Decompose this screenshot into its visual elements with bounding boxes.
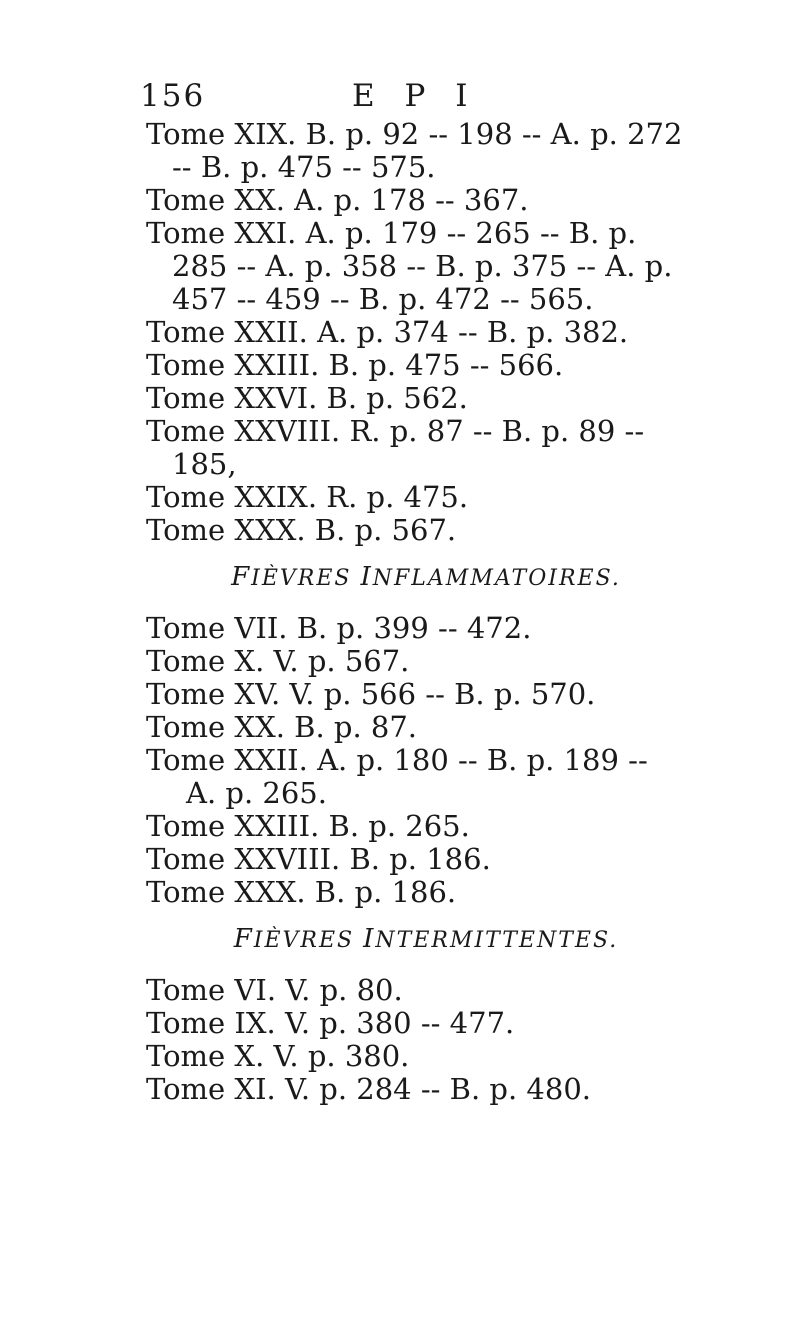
- index-line: Tome X. V. p. 380.: [146, 1039, 410, 1073]
- index-line: Tome XI. V. p. 284 -- B. p. 480.: [146, 1072, 591, 1106]
- section-heading-fievres-inflammatoires: FIÈVRES INFLAMMATOIRES.: [231, 562, 621, 592]
- entry-block-fievres-inflammatoires: [146, 612, 706, 909]
- index-line: Tome X. V. p. 567.: [146, 644, 410, 678]
- index-line: Tome XXVI. B. p. 562.: [146, 381, 468, 415]
- page-number: 156: [140, 78, 206, 114]
- index-line: Tome XXIX. R. p. 475.: [146, 480, 469, 514]
- index-line: Tome XXIII. B. p. 475 -- 566.: [146, 348, 564, 382]
- index-line: -- B. p. 475 -- 575.: [172, 150, 436, 184]
- index-line: Tome XX. A. p. 178 -- 367.: [146, 183, 529, 217]
- index-line: Tome XXX. B. p. 186.: [146, 875, 457, 909]
- index-line: A. p. 265.: [186, 776, 327, 810]
- index-line: 185,: [172, 447, 237, 481]
- index-line: Tome XXVIII. R. p. 87 -- B. p. 89 --: [146, 414, 645, 448]
- index-line: Tome IX. V. p. 380 -- 477.: [146, 1006, 515, 1040]
- index-line: Tome XXII. A. p. 374 -- B. p. 382.: [146, 315, 629, 349]
- entry-block-fievres-intermittentes: [146, 974, 706, 1106]
- index-line: Tome XIX. B. p. 92 -- 198 -- A. p. 272: [146, 117, 683, 151]
- section-heading-fievres-intermittentes: FIÈVRES INTERMITTENTES.: [233, 924, 619, 954]
- index-line: Tome VII. B. p. 399 -- 472.: [146, 611, 532, 645]
- entry-block-epilepsie: [146, 118, 706, 547]
- index-line: Tome XX. B. p. 87.: [146, 710, 418, 744]
- index-line: 457 -- 459 -- B. p. 472 -- 565.: [172, 282, 594, 316]
- index-entries: [146, 118, 706, 1106]
- index-line: 285 -- A. p. 358 -- B. p. 375 -- A. p.: [172, 249, 673, 283]
- index-line: Tome VI. V. p. 80.: [146, 973, 403, 1007]
- index-line: Tome XXI. A. p. 179 -- 265 -- B. p.: [146, 216, 637, 250]
- index-line: Tome XXX. B. p. 567.: [146, 513, 457, 547]
- page-header: [140, 78, 660, 118]
- running-head: E P I: [352, 78, 478, 114]
- index-line: Tome XXIII. B. p. 265.: [146, 809, 470, 843]
- index-line: Tome XXVIII. B. p. 186.: [146, 842, 491, 876]
- index-line: Tome XXII. A. p. 180 -- B. p. 189 --: [146, 743, 648, 777]
- index-line: Tome XV. V. p. 566 -- B. p. 570.: [146, 677, 596, 711]
